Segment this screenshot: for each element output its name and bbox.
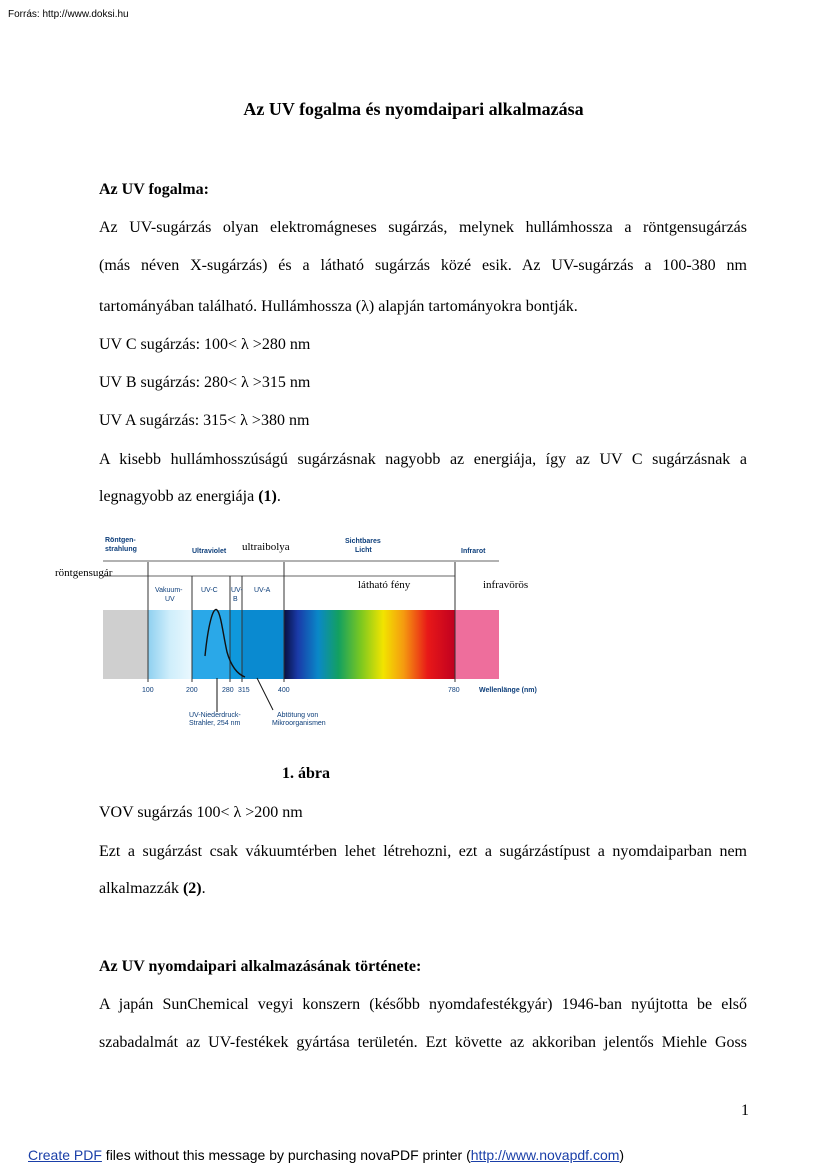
tick-280: 280 bbox=[222, 687, 234, 694]
uvb-range: UV B sugárzás: 280< λ >315 nm bbox=[99, 374, 311, 391]
tick-200: 200 bbox=[186, 687, 198, 694]
paragraph-line: A japán SunChemical vegyi konszern (később nyomdafestékgyár) 1946-ban nyújtotta be első bbox=[99, 996, 747, 1013]
reference: (2) bbox=[182, 880, 202, 897]
paragraph-line: Ezt a sugárzást csak vákuumtérben lehet létrehozni, ezt a sugárzástípust a nyomdaiparban nem bbox=[99, 843, 747, 860]
xray-band bbox=[103, 610, 148, 679]
label-uva: UV-A bbox=[254, 587, 271, 594]
tick-780: 780 bbox=[448, 687, 460, 694]
tick-315: 315 bbox=[238, 687, 250, 694]
paragraph-line: A kisebb hullámhosszúságú sugárzásnak nagyobb az energiája, így az UV C sugárzásnak a bbox=[99, 451, 747, 468]
tick-400: 400 bbox=[278, 687, 290, 694]
axis-wellenlange: Wellenlänge (nm) bbox=[479, 687, 537, 694]
page-number: 1 bbox=[741, 1102, 749, 1119]
label-infrarot: Infrarot bbox=[461, 548, 486, 555]
label-rontgensugar: röntgensugár bbox=[55, 567, 113, 579]
label-rontgen-1: Röntgen- bbox=[105, 537, 136, 544]
text: legnagyobb az energiája bbox=[99, 488, 259, 505]
paragraph-line bbox=[99, 880, 206, 898]
vov-range: VOV sugárzás 100< λ >200 nm bbox=[99, 804, 303, 821]
figure-caption: 1. ábra bbox=[282, 765, 330, 782]
uvc-range: UV C sugárzás: 100< λ >280 nm bbox=[99, 336, 311, 353]
label-rontgen-2: strahlung bbox=[105, 546, 137, 553]
abtotung-pointer bbox=[257, 678, 273, 710]
label-vakuum-1: Vakuum- bbox=[155, 587, 183, 594]
source-header: Forrás: http://www.doksi.hu bbox=[8, 9, 129, 20]
uva-band bbox=[242, 610, 284, 679]
label-niederdruck-2: Strahler, 254 nm bbox=[189, 720, 241, 727]
label-abtotung-1: Abtötung von bbox=[277, 712, 319, 719]
text: alkalmazzák bbox=[99, 880, 183, 897]
label-sichtbares-1: Sichtbares bbox=[345, 538, 381, 545]
label-uvc: UV-C bbox=[201, 587, 218, 594]
label-sichtbares-2: Licht bbox=[355, 547, 372, 554]
vacuum-uv-band bbox=[148, 610, 192, 679]
label-niederdruck-1: UV-Niederdruck- bbox=[189, 712, 241, 719]
visible-band bbox=[284, 610, 455, 679]
paragraph-line bbox=[99, 488, 281, 506]
tick-100: 100 bbox=[142, 687, 154, 694]
spectrum-figure bbox=[55, 530, 555, 735]
uvb-band bbox=[230, 610, 242, 679]
page-title: Az UV fogalma és nyomdaipari alkalmazása bbox=[243, 99, 584, 119]
section-heading-history: Az UV nyomdaipari alkalmazásának története: bbox=[99, 958, 422, 975]
reference: (1) bbox=[258, 488, 277, 505]
paragraph-line: tartományában található. Hullámhossza (λ) alapján tartományokra bontják. bbox=[99, 298, 578, 315]
range-arrows bbox=[103, 561, 499, 576]
paragraph-line: (más néven X-sugárzás) és a látható sugárzás közé esik. Az UV-sugárzás a 100-380 nm bbox=[99, 257, 747, 274]
label-abtotung-2: Mikroorganismen bbox=[272, 720, 326, 727]
section-heading-uv-concept: Az UV fogalma: bbox=[99, 181, 209, 198]
novapdf-link[interactable]: http://www.novapdf.com bbox=[470, 1147, 620, 1163]
uva-range: UV A sugárzás: 315< λ >380 nm bbox=[99, 412, 310, 429]
label-lathato: látható fény bbox=[358, 579, 411, 591]
footer bbox=[28, 1147, 624, 1163]
footer-text: files without this message by purchasing novaPDF printer ( bbox=[101, 1147, 471, 1163]
paragraph-line: Az UV-sugárzás olyan elektromágneses sugárzás, melynek hullámhossza a röntgensugárzás bbox=[99, 219, 747, 236]
label-ultraibolya: ultraibolya bbox=[242, 541, 290, 553]
footer-text-end: ) bbox=[619, 1147, 625, 1163]
infrared-band bbox=[455, 610, 499, 679]
label-ultraviolet: Ultraviolet bbox=[192, 548, 227, 555]
text: . bbox=[276, 488, 281, 505]
paragraph-line: szabadalmát az UV-festékek gyártása területén. Ezt követte az akkoriban jelentős Miehle Goss bbox=[99, 1034, 747, 1051]
label-infravoros: infravörös bbox=[483, 579, 529, 591]
label-vakuum-2: UV bbox=[165, 596, 175, 603]
label-uvb-2: B bbox=[233, 596, 238, 603]
create-pdf-link[interactable]: Create PDF bbox=[28, 1147, 102, 1163]
text: . bbox=[201, 880, 206, 897]
label-uvb-1: UV- bbox=[231, 587, 243, 594]
